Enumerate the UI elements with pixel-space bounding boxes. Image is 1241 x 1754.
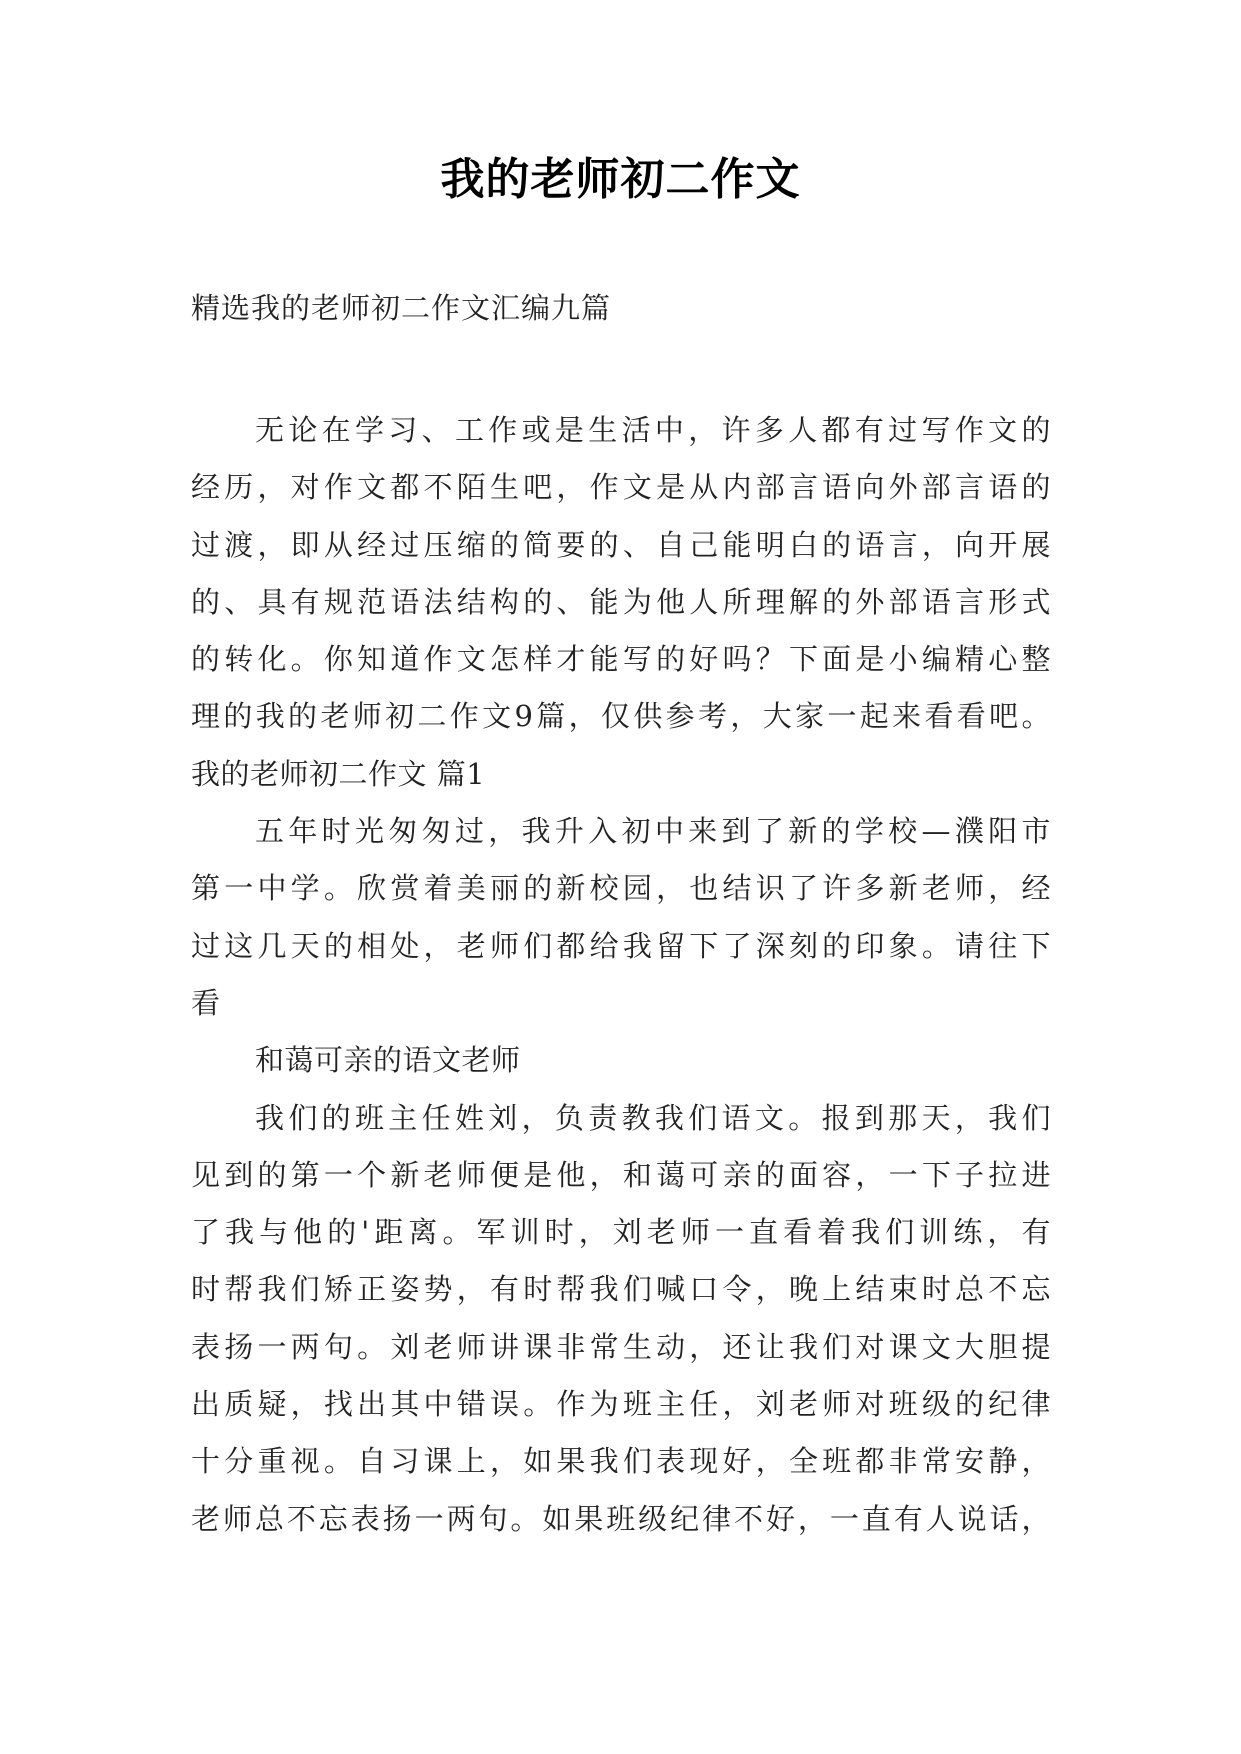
text-line: 看 xyxy=(191,985,221,1020)
text-line: 第一中学。欣赏着美丽的新校园，也结识了许多新老师，经 xyxy=(191,871,1051,906)
text-line: 了我与他的'距离。军训时，刘老师一直看着我们训练，有 xyxy=(191,1215,1051,1250)
text-line: 见到的第一个新老师便是他，和蔼可亲的面容，一下子拉进 xyxy=(191,1157,1051,1192)
text-line: 五年时光匆匆过，我升入初中来到了新的学校—濮阳市 xyxy=(255,814,1051,849)
document-title: 我的老师初二作文 xyxy=(440,154,801,205)
text-line: 过渡，即从经过压缩的简要的、自己能明白的语言，向开展 xyxy=(191,527,1051,562)
text-line: 十分重视。自习课上，如果我们表现好，全班都非常安静， xyxy=(191,1444,1051,1479)
text-line: 理的我的老师初二作文9篇，仅供参考，大家一起来看看吧。 xyxy=(191,699,1051,734)
text-line: 的转化。你知道作文怎样才能写的好吗？下面是小编精心整 xyxy=(191,642,1051,677)
text-line: 和蔼可亲的语文老师 xyxy=(255,1043,521,1078)
text-line: 我的老师初二作文 篇1 xyxy=(191,756,486,791)
text-line: 无论在学习、工作或是生活中，许多人都有过写作文的 xyxy=(255,413,1051,447)
text-line: 出质疑，找出其中错误。作为班主任，刘老师对班级的纪律 xyxy=(191,1387,1051,1422)
text-line: 经历，对作文都不陌生吧，作文是从内部言语向外部言语的 xyxy=(191,470,1051,505)
text-line: 表扬一两句。刘老师讲课非常生动，还让我们对课文大胆提 xyxy=(191,1329,1051,1364)
text-line: 老师总不忘表扬一两句。如果班级纪律不好，一直有人说话， xyxy=(191,1501,1051,1536)
text-line: 我们的班主任姓刘，负责教我们语文。报到那天，我们 xyxy=(255,1100,1051,1135)
text-line: 过这几天的相处，老师们都给我留下了深刻的印象。请往下 xyxy=(191,928,1051,963)
text-line: 的、具有规范语法结构的、能为他人所理解的外部语言形式 xyxy=(191,584,1051,619)
text-line: 时帮我们矫正姿势，有时帮我们喊口令，晚上结束时总不忘 xyxy=(191,1272,1051,1307)
document-body xyxy=(191,402,1051,1548)
document-subtitle: 精选我的老师初二作文汇编九篇 xyxy=(191,291,612,325)
